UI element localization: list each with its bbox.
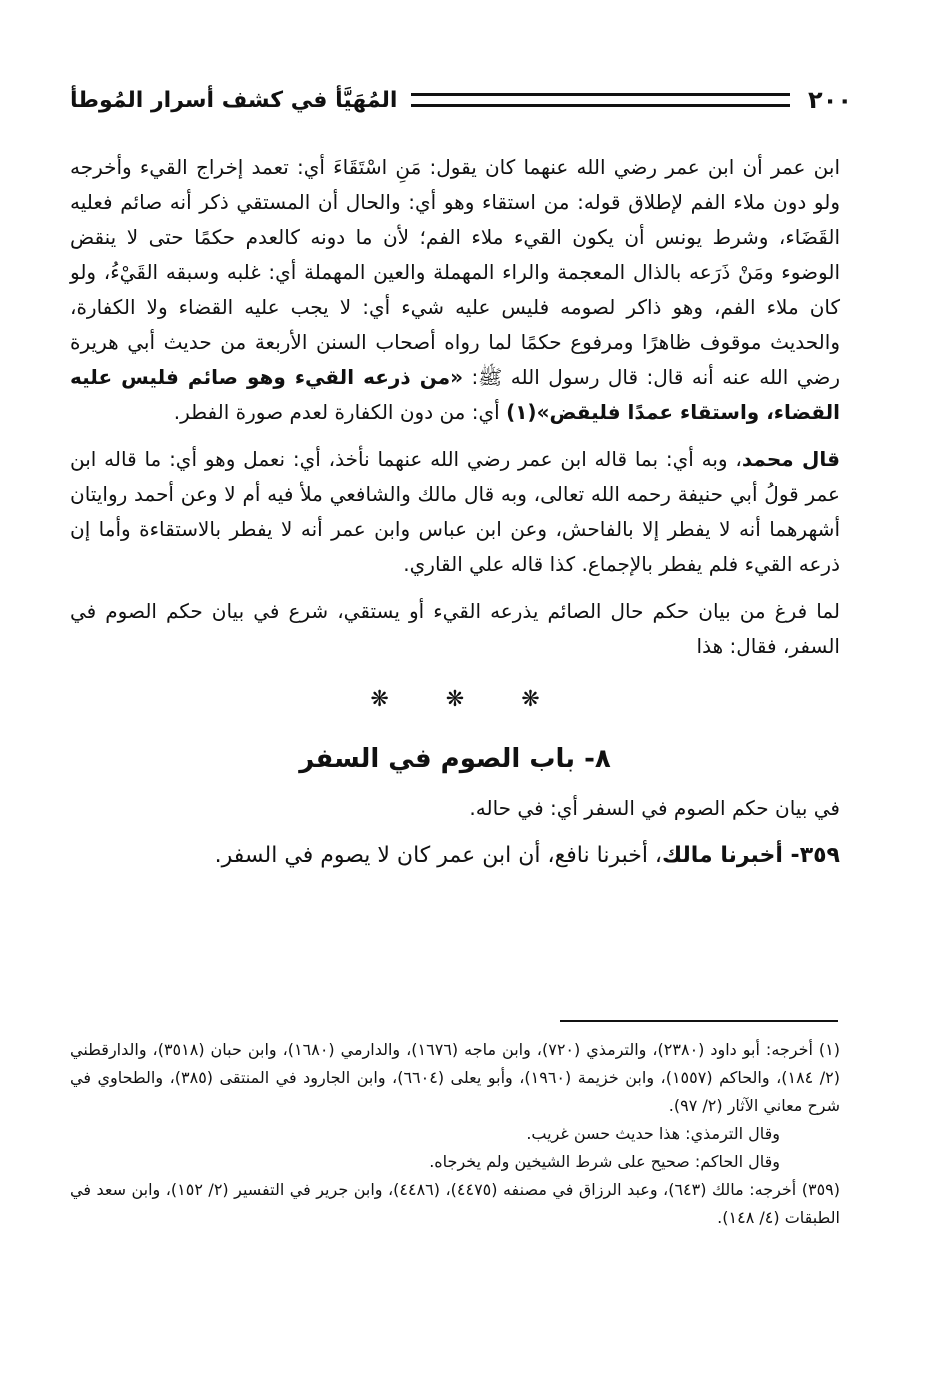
hadith-359-text: ، أخبرنا نافع، أن ابن عمر كان لا يصوم في السفر. — [214, 843, 663, 868]
paragraph-transition: لما فرغ من بيان حكم حال الصائم يذرعه القيء أو يستقي، شرع في بيان حكم الصوم في السفر، فقال: هذا — [70, 599, 840, 658]
footnotes — [70, 1036, 840, 1232]
main-text — [70, 150, 840, 885]
hadith-quote: «من ذرعه القيء وهو صائم فليس عليه القضاء، واستقاء عمدًا فليقض»(١) — [70, 365, 840, 424]
page-number: ٢٠٠ — [808, 86, 852, 114]
chapter-title: ٨- باب الصوم في السفر — [299, 744, 611, 774]
paragraph-1-end: أي: من دون الكفارة لعدم صورة الفطر. — [173, 400, 500, 424]
footnote-rule — [560, 1020, 838, 1022]
hadith-359 — [70, 838, 840, 873]
section-separator: ❋ ❋ ❋ — [370, 687, 540, 712]
footnote-359: (٣٥٩) أخرجه: مالك (٦٤٣)، وعبد الرزاق في مصنفه (٤٤٧٥)، (٤٤٨٦)، وابن جرير في التفسير (٢/ ١٥٢)، وابن سعد في الطبقات (٤/ ١٤٨). — [70, 1180, 840, 1227]
hadith-359-lead: ٣٥٩- أخبرنا مالك — [662, 843, 840, 868]
paragraph-commentary-2 — [70, 442, 840, 582]
footnote-1: (١) أخرجه: أبو داود (٢٣٨٠)، والترمذي (٧٢٠)، وابن ماجه (١٦٧٦)، والدارمي (١٦٨٠)، وابن حبان (٣٥١٨)، والدارقطني (٢/ ١٨٤)، والحاكم (١٥٥٧)، وابن خزيمة (١٩٦٠)، وأبو يعلى (٦٦٠٤)، وابن الجارود في المنتقى (٣٨٥)، والطحاوي في شرح معاني الآثار (٢/ ٩٧). — [70, 1040, 841, 1115]
paragraph-1-text: ابن عمر أن ابن عمر رضي الله عنهما كان يقول: مَنِ اسْتَقَاءَ أي: تعمد إخراج القيء وأخرجه ولو دون ملاء الفم لإطلاق قوله: من استقاء وهو أي: والحال أن المستقي ذكر أنه صائم فعليه القَضَاء، وشرط يونس أن يكون القيء ملاء الفم؛ لأن ما دونه كالعدم حكمًا حتى لا ينقض الوضوء ومَنْ ذَرَعه بالذال المعجمة والراء المهملة والعين المهملة أي: غلبه وسبقه القَيْءُ، ولو كان ملاء الفم، وهو ذاكر لصومه فليس عليه شيء أي: لا يجب عليه القضاء ولا الكفارة، والحديث موقوف ظاهرًا ومرفوع حكمًا لما رواه أصحاب السنن الأربعة من حديث أبي هريرة رضي الله عنه أنه قال: قال رسول الله ﷺ: — [70, 155, 841, 389]
qala-muhammad-lead: قال محمد — [741, 447, 840, 471]
running-title: المُهَيَّأ في كشف أسرار المُوطأ — [70, 87, 398, 113]
paragraph-2-text: ، وبه أي: بما قاله ابن عمر رضي الله عنهما نأخذ، أي: نعمل وهو أي: ما قاله ابن عمر قولُ أبي حنيفة رحمه الله تعالى، وبه قال مالك والشافعي ملأ فيه أم لا وعن أحمد روايتان أشهرهما أنه لا يفطر إلا بالفاحش، وعن ابن عباس وابن عمر أنه لا يفطر بالاستقاءة وأما إن ذرعه القيء فلم يفطر بالإجماع. كذا قاله علي القاري. — [70, 447, 840, 576]
paragraph-commentary-1 — [70, 150, 840, 430]
page-header — [70, 82, 852, 118]
footnote-1-tirmidhi: وقال الترمذي: هذا حديث حسن غريب. — [526, 1124, 780, 1143]
chapter-description: في بيان حكم الصوم في السفر أي: في حاله. — [469, 796, 840, 820]
header-double-rule — [411, 93, 790, 107]
footnote-1-hakim: وقال الحاكم: صحيح على شرط الشيخين ولم يخرجاه. — [429, 1152, 780, 1171]
